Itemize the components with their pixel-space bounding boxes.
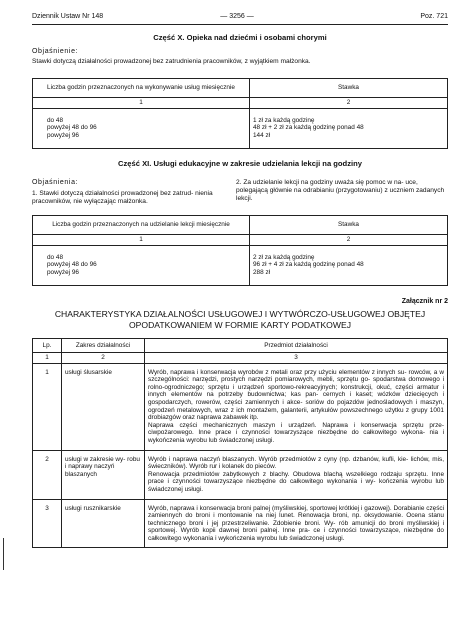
row-description: Wyrób, naprawa i konserwacja wyrobów z metali oraz przy użyciu elementów z innych su- rowców, a w szczególności: narzędzi, prostych narzędzi pomiarowych, mebli, sprzętu go- spodarstwa domowego i rolno-ogrodniczego; sprzętu i urządzeń sportowo-rekreacyjnych; konstrukcji, okuć, części armatur i innych elementów na potrzeby budownictwa; kas pan- cernych i kaset; wózków dziecięcych i gospodarczych, rowerów, części zamiennych i akce- soriów do pojazdów jednośladowych i maszyn, ogrodzeń metalowych, wraz z ich montażem, galanterii, artykułów powszechnego użytku z grupy 1001 drobiazgów oraz naprawa zabawek itp. Naprawa części mechanicznych maszyn i urządzeń. Naprawa i konserwacja sprzętu prze- ciwpożarowego. Inne prace i czynności towarzyszące niezbędne do całkowitego wykona- nia i wykończenia wyrobu lub świadczonej usługi. [145,363,448,450]
row-lp: 2 [33,450,62,499]
row-lp: 1 [33,363,62,450]
annex-table [32,338,448,548]
table-row: 1 zł za każdą godzinę [253,116,315,124]
part11-note-1: 1. Stawki dotyczą działalności prowadzonej bez zatrud- nienia pracowników, nie wyłączając małżonka. [32,190,213,205]
subject-header: Przedmiot działalności [145,339,448,353]
table-row [33,499,448,548]
journal-title: Dziennik Ustaw Nr 148 [32,13,104,20]
part10-title: Część X. Opieka nad dziećmi i osobami chorymi [153,33,327,42]
part11-note-2: 2. Za udzielanie lekcji na godziny uważa się pomoc w na- uce, polegającą głównie na odrabianiu (przygotowaniu) z uczniem zadanych lekcji. [236,179,445,202]
subject-number: 3 [145,353,448,364]
part10-col2-header: Stawka [250,79,448,98]
table-row: do 48 [47,253,63,261]
table-row [33,450,448,499]
part11-note-label: Objaśnienia: [32,179,79,186]
part10-table [32,78,448,149]
scope-header: Zakres działalności [62,339,145,353]
scope-number: 2 [62,353,145,364]
scan-edge-mark [3,538,4,570]
part10-hours-cell [33,108,250,148]
lp-number: 1 [33,353,62,364]
position-number: Poz. 721 [420,13,448,20]
part11-col1-number: 1 [33,235,250,246]
annex-title-line2: OPODATKOWANIEM W FORMIE KARTY PODATKOWEJ [128,320,352,330]
part11-hours-cell [33,245,250,285]
annex-label: Załącznik nr 2 [401,298,448,305]
table-row: 2 zł za każdą godzinę [253,253,315,261]
table-row: powyżej 48 do 96 [47,261,97,269]
row-description: Wyrób, naprawa i konserwacja broni palnej (myśliwskiej, sportowej krótkiej i gazowej). Dorabianie części zamiennych do broni i montowanie na niej lunet. Renowacja broni, np. oksydowanie. Ocena stanu technicznego broni i jej przestrzeliwanie. Zdobienie broni. Wy- rób amunicji do broni myśliwskiej i sportowej. Wyrób kopii dawnej broni palnej. Inne pra- ce i czynności towarzyszące, niezbędne do całkowitego wykonania i wykończenia wyrobu lub świadczonej usługi. [145,499,448,548]
part10-col2-number: 2 [250,98,448,109]
table-row [33,363,448,450]
row-scope: usługi ślusarskie [62,363,145,450]
part11-rate-cell [250,245,448,285]
table-row: 96 zł + 4 zł za każdą godzinę ponad 48 [253,261,364,269]
part10-note-label: Objaśnienie: [32,48,79,55]
part10-note: Stawki dotyczą działalności prowadzonej bez zatrudnienia pracowników, z wyjątkiem małżonka. [32,58,311,65]
page-number: — 3256 — [220,13,254,20]
part11-table [32,215,448,286]
lp-header: Lp. [33,339,62,353]
row-scope: usługi w zakresie wy- robu i naprawy naczyń blaszanych [62,450,145,499]
row-scope: usługi rusznikarskie [62,499,145,548]
row-lp: 3 [33,499,62,548]
annex-title-line1: CHARAKTERYSTYKA DZIAŁALNOŚCI USŁUGOWEJ I WYTWÓRCZO-USŁUGOWEJ OBJĘTEJ [54,309,426,319]
row-description: Wyrób i naprawa naczyń blaszanych. Wyrób przedmiotów z cyny (np. dzbanów, kufli, kie- lichów, mis, świeczników). Wyrób rur i kolanek do pieców. Renowacja przedmiotów zabytkowych z blachy. Obudowa blachą wszelkiego rodzaju sprzętu. Inne prace i czynności towarzyszące niezbędne do całkowitego wykonania i wy- kończenia wyrobu lub świadczonej usługi. [145,450,448,499]
part11-col2-number: 2 [250,235,448,246]
part10-col1-number: 1 [33,98,250,109]
part10-rate-cell [250,108,448,148]
part11-title: Część XI. Usługi edukacyjne w zakresie udzielania lekcji na godziny [118,159,362,168]
header-rule [32,24,448,25]
table-row: 288 zł [253,268,271,276]
part10-col1-header: Liczba godzin przeznaczonych na wykonywanie usług miesięcznie [33,79,250,98]
part11-col2-header: Stawka [250,216,448,235]
part11-col1-header: Liczba godzin przeznaczonych na udzielanie lekcji miesięcznie [33,216,250,235]
table-row: powyżej 96 [47,131,79,139]
table-row: powyżej 96 [47,268,79,276]
table-row: powyżej 48 do 96 [47,124,97,132]
table-row: do 48 [47,116,63,124]
table-row: 48 zł + 2 zł za każdą godzinę ponad 48 [253,124,364,132]
table-row: 144 zł [253,131,271,139]
